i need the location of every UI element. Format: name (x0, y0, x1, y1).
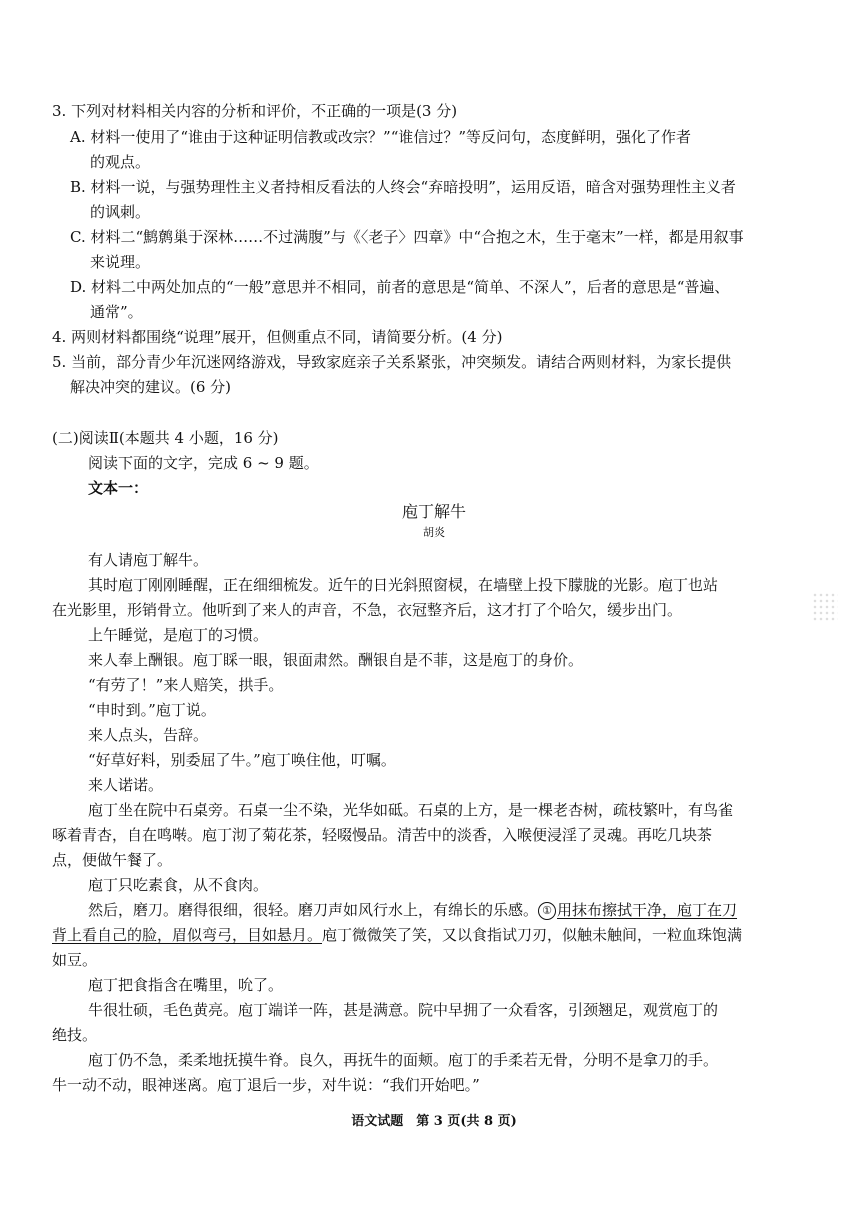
circled-number-marker: ① (538, 902, 556, 920)
story-paragraph: “有劳了！”来人赔笑，拱手。 (88, 676, 284, 694)
option-a-line2: 的观点。 (90, 153, 151, 171)
section-heading: (二)阅读Ⅱ(本题共 4 小题，16 分) (52, 429, 279, 447)
story-paragraph: 庖丁仍不急，柔柔地抚摸牛脊。良久，再抚牛的面颊。庖丁的手柔若无骨，分明不是拿刀的手。 (88, 1051, 719, 1069)
story-paragraph: 有人请庖丁解牛。 (88, 551, 209, 569)
story-paragraph: 如豆。 (52, 951, 98, 969)
question-3-stem: 3. 下列对材料相关内容的分析和评价，不正确的一项是(3 分) (52, 102, 458, 120)
story-paragraph: 牛很壮硕，毛色黄亮。庖丁端详一阵，甚是满意。院中早拥了一众看客，引颈翘足，观赏庖丁的 (88, 1001, 719, 1019)
story-paragraph: 点，便做午餐了。 (52, 851, 173, 869)
scan-speckle (812, 592, 838, 622)
story-paragraph: 其时庖丁刚刚睡醒，正在细细梳发。近午的日光斜照窗棂，在墙壁上投下朦胧的光影。庖丁也站 (88, 576, 719, 594)
story-paragraph: 绝技。 (52, 1026, 98, 1044)
story-paragraph: 庖丁坐在院中石桌旁。石桌一尘不染，光华如砥。石桌的上方，是一棵老杏树，疏枝繁叶，有鸟雀 (88, 801, 734, 819)
story-paragraph: 牛一动不动，眼神迷离。庖丁退后一步，对牛说：“我们开始吧。” (52, 1076, 480, 1094)
story-author: 胡炎 (423, 526, 445, 539)
option-b-line2: 的讽刺。 (90, 203, 151, 221)
story-paragraph: 来人奉上酬银。庖丁睬一眼，银面肃然。酬银自是不菲，这是庖丁的身价。 (88, 651, 584, 669)
option-d-line2: 通常”。 (90, 303, 143, 321)
page-footer: 语文试题 第 3 页(共 8 页) (351, 1114, 517, 1129)
story-paragraph: “好草好料，别委屈了牛。”庖丁唤住他，叮嘱。 (88, 751, 396, 769)
question-5-line2: 解决冲突的建议。(6 分) (70, 378, 232, 396)
story-paragraph-underlined: 背上看自己的脸，眉似弯弓，目如悬月。庖丁微微笑了笑，又以食指试刀刃，似触未触间，一粒血珠饱满 (52, 926, 743, 944)
story-paragraph: 上午睡觉，是庖丁的习惯。 (88, 626, 269, 644)
story-paragraph: 来人点头，告辞。 (88, 726, 209, 744)
story-paragraph: 来人诺诺。 (88, 776, 164, 794)
option-c-line2: 来说理。 (90, 253, 151, 271)
story-paragraph: 啄着青杏，自在鸣啭。庖丁沏了菊花茶，轻啜慢品。清苦中的淡香，入喉便浸淫了灵魂。再吃几块茶 (52, 826, 713, 844)
story-title: 庖丁解牛 (401, 502, 466, 521)
story-paragraph: 在光影里，形销骨立。他听到了来人的声音，不急，衣冠整齐后，这才打了个哈欠，缓步出门。 (52, 601, 683, 619)
option-c-line1: C. 材料二“鹪鹩巢于深林……不过满腹”与《〈老子〉四章》中“合抱之木，生于毫末”一样，都是用叙事 (70, 228, 744, 246)
question-5-line1: 5. 当前，部分青少年沉迷网络游戏，导致家庭亲子关系紧张，冲突频发。请结合两则材料，为家长提供 (52, 353, 732, 371)
question-4: 4. 两则材料都围绕“说理”展开，但侧重点不同，请简要分析。(4 分) (52, 328, 503, 346)
section-instruction: 阅读下面的文字，完成 6 ~ 9 题。 (88, 454, 319, 472)
story-paragraph-underlined: 然后，磨刀。磨得很细，很轻。磨刀声如风行水上，有绵长的乐感。 ① 用抹布擦拭干净，庖丁在刀 (88, 901, 738, 919)
story-paragraph: 庖丁把食指含在嘴里，吮了。 (88, 976, 284, 994)
text-label: 文本一： (88, 479, 149, 497)
underlined-sentence: ① 用抹布擦拭干净，庖丁在刀 (538, 901, 737, 919)
option-d-line1: D. 材料二中两处加点的“一般”意思并不相同，前者的意思是“简单、不深人”，后者的意思是“普遍、 (70, 278, 730, 296)
option-b-line1: B. 材料一说，与强势理性主义者持相反看法的人终会“弃暗投明”，运用反语，暗含对强势理性主义者 (70, 178, 736, 196)
option-a-line1: A. 材料一使用了“谁由于这种证明信教或改宗？”“谁信过？”等反问句，态度鲜明，强化了作者 (70, 128, 692, 146)
story-paragraph: 庖丁只吃素食，从不食肉。 (88, 876, 269, 894)
story-paragraph: “申时到。”庖丁说。 (88, 701, 216, 719)
underlined-sentence: 背上看自己的脸，眉似弯弓，目如悬月。 (52, 926, 323, 944)
